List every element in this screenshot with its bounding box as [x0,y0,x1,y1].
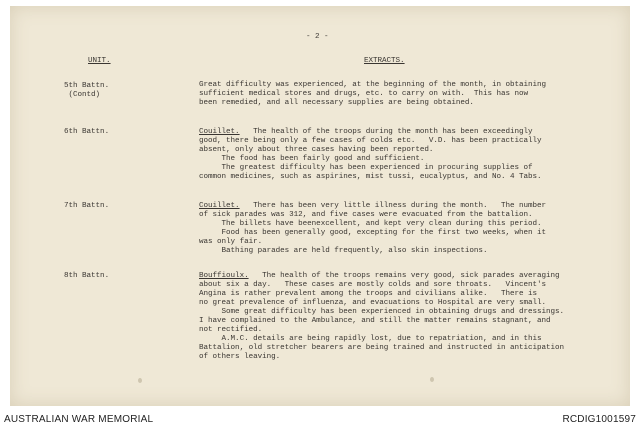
extract-line: A.M.C. details are being rapidly lost, due to repatriation, and in this [199,335,542,343]
unit-column-header: UNIT. [88,57,111,65]
unit-label: 7th Battn. [64,202,110,210]
extract-line: sufficient medical stores and drugs, etc. to carry on with. This has now [199,90,529,98]
extract-line: about six a day. These cases are mostly colds and sore throats. Vincent's [199,281,547,289]
paper-mark [430,377,434,382]
extract-line: There has been very little illness during the month. The number [239,202,547,210]
unit-label: 8th Battn. [64,272,110,280]
unit-label-contd: (Contd) [64,91,101,99]
extract-line: good, there being only a few cases of colds etc. V.D. has been practically [199,137,542,145]
extracts-column-header: EXTRACTS. [364,57,405,65]
extract-first-line [199,128,533,137]
extract-line: common medicines, such as aspirines, mist tussi, eucalyptus, and No. 4 Tabs. [199,173,542,181]
extract-line: of others leaving. [199,353,281,361]
unit-label: 6th Battn. [64,128,110,136]
location-heading: Bouffioulx. [199,272,249,280]
extract-line: The billets have beenexcellent, and kept very clean during this period. [199,220,542,228]
extract-line: was only fair. [199,238,263,246]
extract-line: The health of the troops remains very good, sick parades averaging [248,272,560,280]
extract-line: Battalion, old stretcher bearers are being trained and instructed in anticipation [199,344,565,352]
extract-line: The health of the troops during the month has been exceedingly [239,128,533,136]
location-heading: Couillet. [199,128,240,136]
extract-line: Angina is rather prevalent among the troops and civilians alike. There is [199,290,538,298]
extract-line: Bathing parades are held frequently, also skin inspections. [199,247,488,255]
paper-mark [138,378,142,383]
extract-line: The greatest difficulty has been experienced in procuring supplies of [199,164,533,172]
record-id: RCDIG1001597 [562,414,636,425]
extract-line: I have complained to the Ambulance, and still the matter remains stagnant, and [199,317,551,325]
extract-line: Great difficulty was experienced, at the beginning of the month, in obtaining [199,81,547,89]
extract-line: absent, only about three cases having been reported. [199,146,434,154]
extract-line: been remedied, and all necessary supplies are being obtained. [199,99,474,107]
extract-line: Food has been generally good, excepting for the first two weeks, when it [199,229,547,237]
extract-line: of sick parades was 312, and five cases were evacuated from the battalion. [199,211,533,219]
extract-first-line [199,202,546,211]
extract-line: Some great difficulty has been experienced in obtaining drugs and dressings. [199,308,565,316]
unit-label: 5th Battn. [64,82,110,90]
extract-line: no great prevalence of influenza, and evacuations to Hospital are very small. [199,299,547,307]
extract-first-line [199,272,560,281]
extract-line: The food has been fairly good and sufficient. [199,155,425,163]
archive-credit: AUSTRALIAN WAR MEMORIAL [4,414,154,425]
extract-line: not rectified. [199,326,263,334]
page-number: - 2 - [306,33,329,41]
location-heading: Couillet. [199,202,240,210]
